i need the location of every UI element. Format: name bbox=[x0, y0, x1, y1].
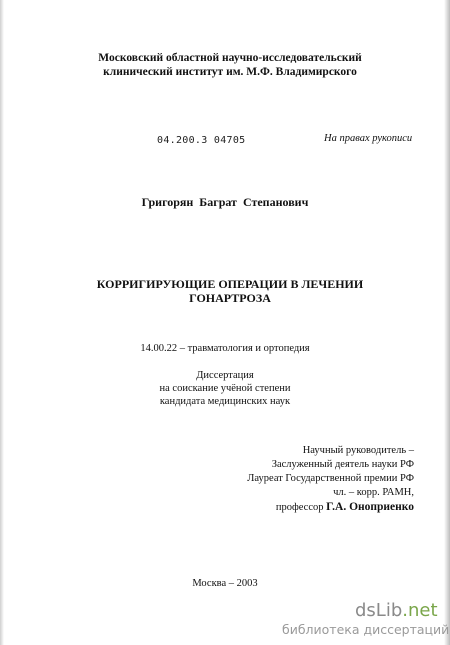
watermark-subtitle: библиотека диссертаций bbox=[282, 622, 450, 637]
supervisor-line4: чл. – корр. РАМН, bbox=[333, 487, 414, 498]
watermark-logo-main: dsLib bbox=[355, 600, 403, 621]
rights-note: На правах рукописи bbox=[324, 133, 413, 144]
watermark-logo-suffix: .net bbox=[402, 600, 438, 621]
supervisor-name: Г.А. Оноприенко bbox=[326, 501, 414, 513]
supervisor-line1: Научный руководитель – bbox=[302, 445, 414, 456]
supervisor-line2: Заслуженный деятель науки РФ bbox=[271, 459, 414, 470]
thesis-title-line2: ГОНАРТРОЗА bbox=[189, 291, 271, 305]
specialty-code: 14.00.22 – травматология и ортопедия bbox=[140, 343, 310, 354]
author-name: Григорян Баграт Степанович bbox=[141, 195, 309, 209]
registration-code: 04.200.3 04705 bbox=[157, 135, 246, 146]
degree-line2: кандидата медицинских наук bbox=[159, 396, 291, 407]
institute-name-line1: Московский областной научно-исследовательский bbox=[98, 52, 362, 64]
supervisor-title: профессор bbox=[275, 502, 324, 513]
scan-edge-right bbox=[444, 0, 450, 645]
thesis-title-line1: КОРРИГИРУЮЩИЕ ОПЕРАЦИИ В ЛЕЧЕНИИ bbox=[96, 277, 364, 291]
supervisor-line5 bbox=[184, 500, 414, 515]
city-year: Москва – 2003 bbox=[192, 578, 258, 589]
institute-name-line2: клинический институт им. М.Ф. Владимирского bbox=[103, 66, 357, 78]
dissertation-label: Диссертация bbox=[196, 370, 254, 381]
watermark-logo bbox=[355, 600, 438, 621]
supervisor-line3: Лауреат Государственной премии РФ bbox=[247, 473, 414, 484]
scan-edge-left bbox=[0, 0, 4, 645]
degree-line1: на соискание учёной степени bbox=[159, 383, 291, 394]
